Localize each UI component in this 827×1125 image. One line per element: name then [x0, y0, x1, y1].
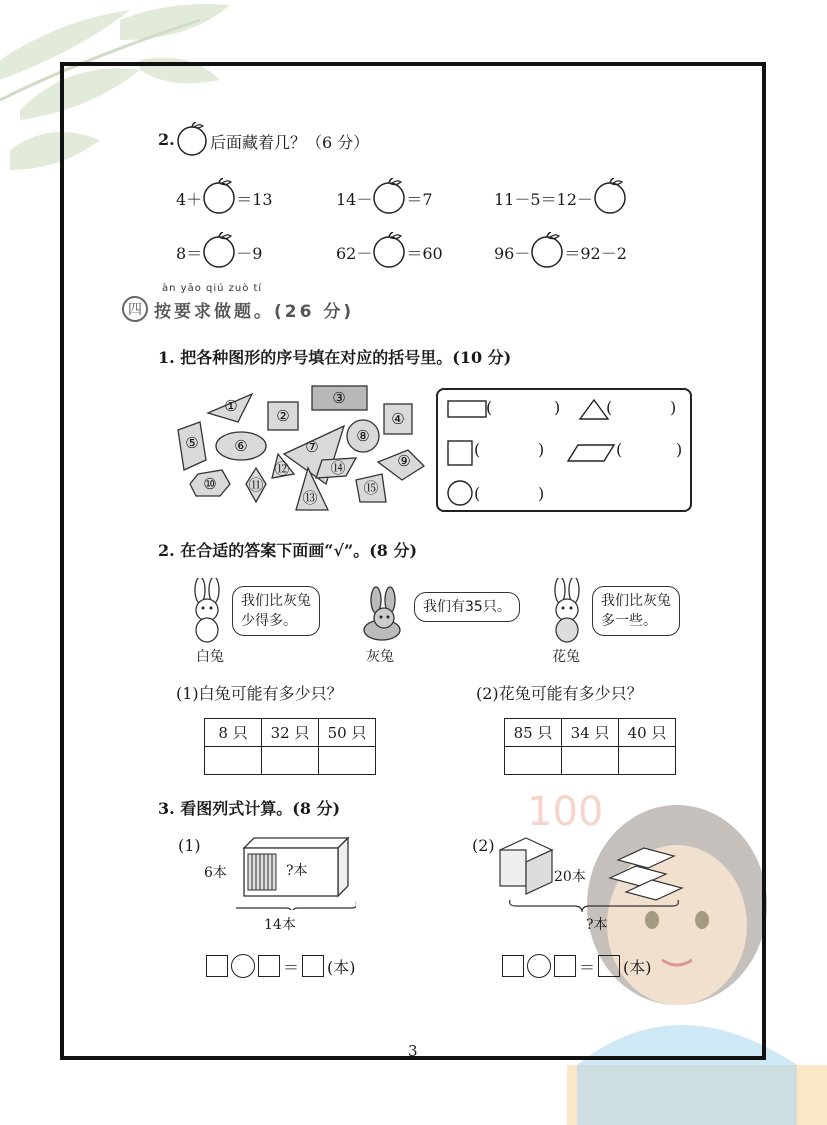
shapes-figure — [170, 380, 432, 518]
shape-label: ② — [276, 407, 290, 425]
equation-left: 4＋ — [176, 189, 203, 209]
p2-label: (2) — [472, 836, 495, 855]
triangle-icon — [580, 400, 608, 419]
apple-icon[interactable] — [202, 232, 236, 272]
flower-rabbit-icon — [546, 578, 590, 644]
p1-total: 14本 — [264, 917, 296, 933]
q2-equation — [176, 232, 262, 272]
shape-label: ⑫ — [274, 460, 290, 478]
check-cell[interactable] — [319, 747, 376, 775]
option-cell: 32 只 — [262, 719, 319, 747]
option-cell: 34 只 — [562, 719, 619, 747]
shape-label: ⑨ — [397, 452, 411, 470]
shape-label: ⑮ — [363, 479, 379, 497]
equal-sign: ＝ — [579, 957, 596, 977]
white-rabbit-table — [204, 718, 376, 775]
answer-square[interactable] — [598, 955, 620, 977]
white-rabbit-bubble — [232, 586, 320, 636]
formula-2 — [502, 954, 652, 978]
apple-icon[interactable] — [202, 178, 236, 218]
shape-label: ⑭ — [330, 459, 346, 477]
q2-number: 2. — [158, 130, 175, 149]
shape-label: ④ — [391, 410, 405, 428]
section4-heading — [122, 296, 354, 322]
shape-label: ③ — [332, 389, 346, 407]
flower-rabbit-bubble — [592, 586, 680, 636]
flower-bubble-line1: 我们比灰兔 — [601, 593, 671, 609]
q2-title: 后面藏着几？（6 分） — [210, 133, 370, 152]
equation-left: 8＝ — [176, 243, 203, 263]
operator-circle[interactable] — [527, 954, 551, 978]
square-icon — [448, 441, 472, 465]
parallelogram-icon — [568, 445, 614, 461]
p1-label: (1) — [178, 836, 201, 855]
circle-icon — [448, 481, 472, 505]
svg-text:100: 100 — [527, 789, 604, 835]
section4-title: 按要求做题。(26 分) — [154, 301, 355, 322]
shape-label: ⑪ — [248, 476, 264, 494]
paren-open-5: ( — [474, 484, 481, 503]
unit-label: (本) — [623, 957, 652, 977]
check-cell[interactable] — [619, 747, 676, 775]
check-cell[interactable] — [562, 747, 619, 775]
q2-equation — [494, 232, 627, 272]
shape-label: ⑬ — [302, 489, 318, 507]
q2-equation — [336, 232, 443, 272]
option-cell: 40 只 — [619, 719, 676, 747]
gray-rabbit-bubble: 我们有35只。 — [414, 592, 520, 622]
flower-rabbit-table — [504, 718, 676, 775]
apple-icon — [176, 122, 208, 156]
paren-open-2: ( — [606, 398, 613, 417]
paren-open-1: ( — [486, 398, 493, 417]
q4-3-title: 3. 看图列式计算。(8 分) — [158, 799, 341, 818]
shape-label: ⑥ — [234, 437, 248, 455]
q4-2-title: 2. 在合适的答案下面画“√”。(8 分) — [158, 541, 418, 560]
p2-total: ?本 — [586, 917, 608, 933]
shape-label: ⑤ — [185, 434, 199, 452]
q4-2-sub1: (1)白兔可能有多少只？ — [176, 684, 343, 703]
paren-close-5: ) — [538, 484, 545, 503]
p1-known: 6本 — [204, 865, 227, 881]
equation-right: ＝7 — [406, 189, 433, 209]
book-stacks-figure — [496, 836, 696, 916]
gray-rabbit-label: 灰兔 — [366, 649, 394, 665]
paren-close-1: ) — [554, 398, 561, 417]
equation-left: 96－ — [494, 243, 531, 263]
equation-right: ＝13 — [236, 189, 273, 209]
option-cell: 8 只 — [205, 719, 262, 747]
equal-sign: ＝ — [283, 957, 300, 977]
answer-shapes — [444, 399, 694, 507]
formula-1 — [206, 954, 356, 978]
equation-left: 11－5＝12－ — [494, 189, 593, 209]
answer-square[interactable] — [302, 955, 324, 977]
gray-rabbit-icon — [360, 586, 412, 642]
white-rabbit-label: 白兔 — [196, 649, 224, 665]
section4-pinyin: àn yāo qiú zuò tí — [162, 283, 263, 294]
white-bubble-line1: 我们比灰兔 — [241, 593, 311, 609]
option-cell: 85 只 — [505, 719, 562, 747]
q2-equation — [336, 178, 433, 218]
white-rabbit-icon — [186, 578, 230, 646]
shape-label: ⑩ — [203, 475, 217, 493]
shape-label: ⑧ — [356, 427, 370, 445]
paren-close-4: ) — [676, 440, 683, 459]
paren-close-2: ) — [670, 398, 677, 417]
equation-left: 14－ — [336, 189, 373, 209]
answer-square[interactable] — [258, 955, 280, 977]
operator-circle[interactable] — [231, 954, 255, 978]
answer-box — [436, 388, 692, 512]
flower-bubble-line2: 多一些。 — [601, 613, 657, 629]
check-cell[interactable] — [262, 747, 319, 775]
equation-left: 62－ — [336, 243, 373, 263]
paren-open-3: ( — [474, 440, 481, 459]
q4-2-sub2: (2)花兔可能有多少只？ — [476, 684, 643, 703]
check-cell[interactable] — [205, 747, 262, 775]
section4-number: 四 — [122, 296, 148, 322]
q2-equation — [494, 178, 627, 218]
answer-square[interactable] — [206, 955, 228, 977]
check-cell[interactable] — [505, 747, 562, 775]
flower-rabbit-label: 花兔 — [552, 649, 580, 665]
apple-icon[interactable] — [593, 178, 627, 218]
equation-right: －9 — [236, 243, 263, 263]
answer-square[interactable] — [502, 955, 524, 977]
equation-right: ＝60 — [406, 243, 443, 263]
p2-known: 20本 — [554, 869, 586, 885]
apple-icon[interactable] — [372, 178, 406, 218]
unit-label: (本) — [327, 957, 356, 977]
q2-equation — [176, 178, 273, 218]
shape-label: ⑦ — [305, 438, 319, 456]
equation-right: ＝92－2 — [564, 243, 627, 263]
option-cell: 50 只 — [319, 719, 376, 747]
white-bubble-line2: 少得多。 — [241, 613, 297, 629]
shape-label: ① — [224, 397, 238, 415]
paren-close-3: ) — [538, 440, 545, 459]
apple-icon[interactable] — [530, 232, 564, 272]
rectangle-icon — [448, 401, 486, 417]
apple-icon[interactable] — [372, 232, 406, 272]
p1-unknown: ?本 — [286, 863, 308, 879]
page-number: 3 — [408, 1042, 418, 1060]
answer-square[interactable] — [554, 955, 576, 977]
q4-1-title: 1. 把各种图形的序号填在对应的括号里。(10 分) — [158, 348, 512, 367]
paren-open-4: ( — [616, 440, 623, 459]
